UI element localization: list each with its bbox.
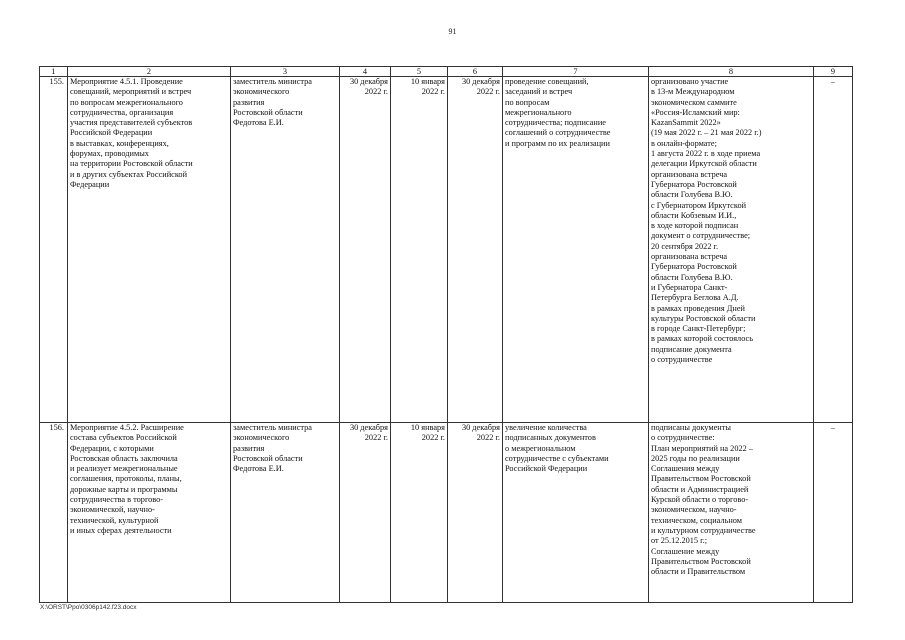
header-cell: 4	[340, 67, 391, 77]
page-number: 91	[448, 27, 457, 36]
header-cell: 6	[448, 67, 503, 77]
measure-cell: Мероприятие 4.5.2. Расширение состава субъектов Российской Федерации, с которыми Ростовская область заключила и реализует межрегиональные соглашения, протоколы, планы, дорожные карты и программы сотрудничества в торгово- экономической, научно- технической, культурной и иных сферах деятельности	[68, 423, 231, 603]
row-number: 155.	[40, 77, 68, 423]
actual-result-cell: подписаны документы о сотрудничестве: План мероприятий на 2022 – 2025 годы по реализации Соглашения между Правительством Ростовской области и Администрацией Курской области о торгово- экономическом, научно- техническом, социальном и культурном сотрудничестве от 25.12.2015 г.; Соглашение между Правительством Ростовской области и Правительством	[649, 423, 814, 603]
date-cell: 10 января 2022 г.	[391, 423, 448, 603]
executor-cell: заместитель министра экономического развития Ростовской области Федотова Е.И.	[231, 77, 340, 423]
header-cell: 1	[40, 67, 68, 77]
row-number: 156.	[40, 423, 68, 603]
notes-cell: –	[814, 77, 853, 423]
notes-cell: –	[814, 423, 853, 603]
expected-result-cell: проведение совещаний, заседаний и встреч по вопросам межрегионального сотрудничества; подписание соглашений о сотрудничестве и программ по их реализации	[503, 77, 649, 423]
header-cell: 3	[231, 67, 340, 77]
date-cell: 30 декабря 2022 г.	[340, 423, 391, 603]
report-table	[39, 66, 853, 603]
table-row	[40, 77, 853, 423]
header-cell: 8	[649, 67, 814, 77]
header-cell: 7	[503, 67, 649, 77]
header-cell: 2	[68, 67, 231, 77]
footer-file-path: X:\ORST\Ppo\0306p142.f23.docx	[40, 604, 137, 611]
table-header-row	[40, 67, 853, 77]
date-cell: 30 декабря 2022 г.	[448, 77, 503, 423]
expected-result-cell: увеличение количества подписанных документов о межрегиональном сотрудничестве с субъектами Российской Федерации	[503, 423, 649, 603]
date-cell: 30 декабря 2022 г.	[340, 77, 391, 423]
measure-cell: Мероприятие 4.5.1. Проведение совещаний, мероприятий и встреч по вопросам межрегионального сотрудничества, организация участия представителей субъектов Российской Федерации в выставках, конференциях, форумах, проводимых на территории Ростовской области и в других субъектах Российской Федерации	[68, 77, 231, 423]
table-row	[40, 423, 853, 603]
header-cell: 5	[391, 67, 448, 77]
actual-result-cell: организовано участие в 13-м Международном экономическом саммите «Россия-Исламский мир: KazanSammit 2022» (19 мая 2022 г. – 21 мая 2022 г.) в онлайн-формате; 1 августа 2022 г. в ходе приема делегации Иркутской области организована встреча Губернатора Ростовской области Голубева В.Ю. с Губернатором Иркутской области Кобзевым И.И., в ходе которой подписан документ о сотрудничестве; 20 сентября 2022 г. организована встреча Губернатора Ростовской области Голубева В.Ю. и Губернатора Санкт- Петербурга Беглова А.Д. в рамках проведения Дней культуры Ростовской области в городе Санкт-Петербург; в рамках которой состоялось подписание документа о сотрудничестве	[649, 77, 814, 423]
executor-cell: заместитель министра экономического развития Ростовской области Федотова Е.И.	[231, 423, 340, 603]
header-cell: 9	[814, 67, 853, 77]
date-cell: 10 января 2022 г.	[391, 77, 448, 423]
date-cell: 30 декабря 2022 г.	[448, 423, 503, 603]
